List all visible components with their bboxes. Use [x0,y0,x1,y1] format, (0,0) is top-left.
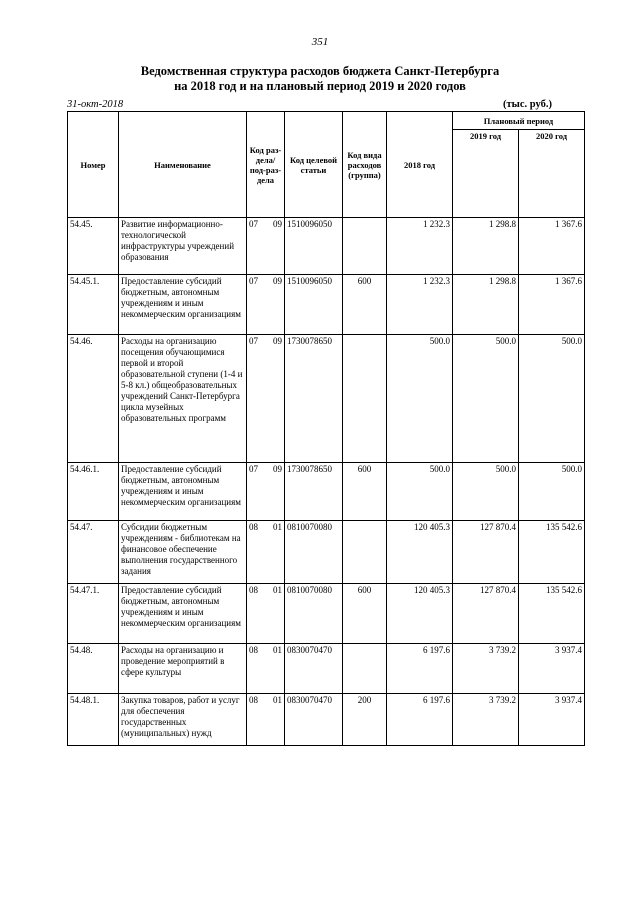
header-planned-period: Плановый период [453,112,585,130]
row-target-code: 1730078650 [285,335,343,463]
row-name: Предоставление субсидий бюджетным, автономным учреждениям и иным некоммерческим организациям [119,275,247,335]
row-section-code [247,584,285,644]
header-target-code: Код целевой статьи [285,112,343,218]
subsection-code: 09 [273,276,282,286]
row-number: 54.47.1. [68,584,119,644]
subsection-code: 01 [273,522,282,532]
row-target-code: 0830070470 [285,644,343,694]
row-amount-2018: 120 405.3 [387,521,453,584]
row-section-code [247,335,285,463]
row-target-code: 1730078650 [285,463,343,521]
subsection-code: 01 [273,695,282,705]
section-code: 07 [249,464,258,474]
row-expense-type: 200 [343,694,387,746]
row-amount-2019: 500.0 [453,463,519,521]
header-name: Наименование [119,112,247,218]
section-code: 08 [249,645,258,655]
row-expense-type: 600 [343,275,387,335]
row-name: Субсидии бюджетным учреждениям - библиотекам на финансовое обеспечение выполнения государственного задания [119,521,247,584]
row-name: Расходы на организацию посещения обучающимися первой и второй образовательной ступени (1-4 и 5-8 кл.) общеобразовательных учреждений Санкт-Петербурга цикла музейных образовательных программ [119,335,247,463]
row-amount-2019: 127 870.4 [453,584,519,644]
header-2018: 2018 год [387,112,453,218]
table-row [68,644,585,694]
row-amount-2018: 6 197.6 [387,644,453,694]
row-number: 54.48.1. [68,694,119,746]
row-amount-2018: 120 405.3 [387,584,453,644]
row-amount-2020: 1 367.6 [519,275,585,335]
row-expense-type [343,644,387,694]
row-amount-2019: 3 739.2 [453,694,519,746]
row-target-code: 0830070470 [285,694,343,746]
row-number: 54.48. [68,644,119,694]
title-line-2: на 2018 год и на плановый период 2019 и 2020 годов [174,79,466,93]
section-code: 07 [249,336,258,346]
row-expense-type [343,521,387,584]
header-section-code: Код раз-дела/ под-раз-дела [247,112,285,218]
row-section-code [247,275,285,335]
row-amount-2018: 1 232.3 [387,275,453,335]
table-row [68,694,585,746]
row-amount-2018: 6 197.6 [387,694,453,746]
section-code: 08 [249,522,258,532]
header-expense-type: Код вида расходов (группа) [343,112,387,218]
row-amount-2020: 500.0 [519,463,585,521]
row-target-code: 1510096050 [285,275,343,335]
subsection-code: 09 [273,464,282,474]
subsection-code: 09 [273,336,282,346]
row-number: 54.46.1. [68,463,119,521]
section-code: 07 [249,219,258,229]
row-name: Предоставление субсидий бюджетным, автономным учреждениям и иным некоммерческим организациям [119,584,247,644]
document-title [60,64,580,94]
row-expense-type [343,218,387,275]
table-row [68,521,585,584]
row-amount-2020: 135 542.6 [519,584,585,644]
row-amount-2020: 135 542.6 [519,521,585,584]
row-name: Закупка товаров, работ и услуг для обеспечения государственных (муниципальных) нужд [119,694,247,746]
subsection-code: 01 [273,585,282,595]
document-date: 31-окт-2018 [67,99,124,110]
row-expense-type [343,335,387,463]
table-row [68,218,585,275]
budget-table [67,111,585,746]
subsection-code: 09 [273,219,282,229]
row-section-code [247,694,285,746]
row-amount-2018: 500.0 [387,463,453,521]
row-amount-2018: 500.0 [387,335,453,463]
table-row [68,463,585,521]
row-amount-2019: 1 298.8 [453,275,519,335]
section-code: 07 [249,276,258,286]
section-code: 08 [249,695,258,705]
row-amount-2018: 1 232.3 [387,218,453,275]
units-label: (тыс. руб.) [503,99,552,110]
row-section-code [247,644,285,694]
row-number: 54.47. [68,521,119,584]
row-name: Расходы на организацию и проведение мероприятий в сфере культуры [119,644,247,694]
row-target-code: 1510096050 [285,218,343,275]
row-target-code: 0810070080 [285,584,343,644]
header-2019: 2019 год [453,130,519,218]
section-code: 08 [249,585,258,595]
table-body [68,218,585,746]
row-section-code [247,218,285,275]
row-amount-2019: 500.0 [453,335,519,463]
row-amount-2020: 3 937.4 [519,694,585,746]
table-row [68,584,585,644]
page-number: 351 [311,36,329,48]
header-number: Номер [68,112,119,218]
subsection-code: 01 [273,645,282,655]
row-section-code [247,521,285,584]
row-amount-2019: 127 870.4 [453,521,519,584]
row-amount-2020: 3 937.4 [519,644,585,694]
row-name: Развитие информационно-технологической инфраструктуры учреждений образования [119,218,247,275]
table-row [68,275,585,335]
table-row [68,335,585,463]
row-amount-2019: 3 739.2 [453,644,519,694]
row-amount-2020: 500.0 [519,335,585,463]
row-number: 54.45.1. [68,275,119,335]
row-number: 54.45. [68,218,119,275]
row-amount-2019: 1 298.8 [453,218,519,275]
row-name: Предоставление субсидий бюджетным, автономным учреждениям и иным некоммерческим организациям [119,463,247,521]
header-2020: 2020 год [519,130,585,218]
table-header [68,112,585,218]
row-amount-2020: 1 367.6 [519,218,585,275]
title-line-1: Ведомственная структура расходов бюджета Санкт-Петербурга [140,64,500,78]
row-section-code [247,463,285,521]
row-number: 54.46. [68,335,119,463]
row-expense-type: 600 [343,463,387,521]
row-expense-type: 600 [343,584,387,644]
row-target-code: 0810070080 [285,521,343,584]
